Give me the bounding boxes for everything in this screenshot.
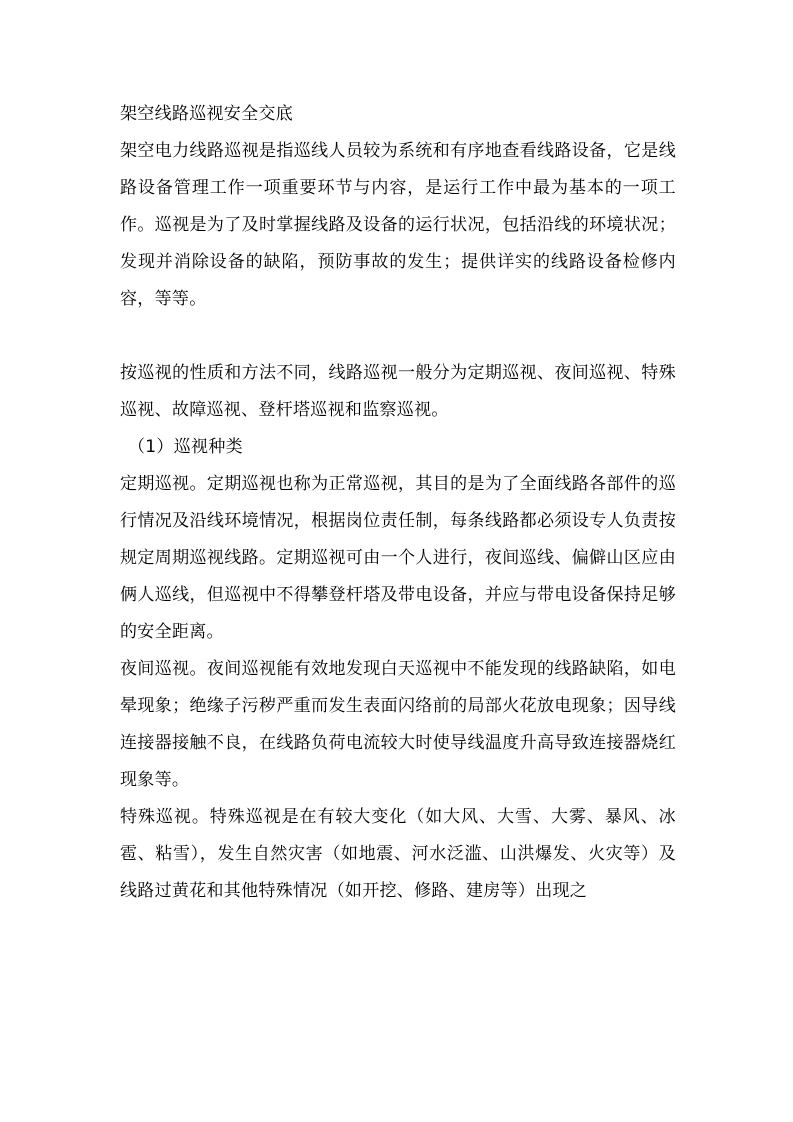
document-body <box>120 96 676 910</box>
paragraph-special-inspection: 特殊巡视。特殊巡视是在有较大变化（如大风、大雪、大雾、暴风、冰雹、粘雪），发生自然灾害（如地震、河水泛滥、山洪爆发、火灾等）及线路过黄花和其他特殊情况（如开挖、修路、建房等）出现之 <box>120 807 676 901</box>
document-title: 架空线路巡视安全交底 <box>120 104 293 124</box>
paragraph-intro: 架空电力线路巡视是指巡线人员较为系统和有序地查看线路设备，它是线路设备管理工作一项重要环节与内容，是运行工作中最为基本的一项工作。巡视是为了及时掌握线路及设备的运行状况，包括沿线的环境状况；发现并消除设备的缺陷，预防事故的发生；提供详实的线路设备检修内容，等等。 <box>120 141 676 309</box>
section-heading-inspection-types: （1）巡视种类 <box>128 437 243 457</box>
paragraph-classification: 按巡视的性质和方法不同，线路巡视一般分为定期巡视、夜间巡视、特殊巡视、故障巡视、登杆塔巡视和监察巡视。 <box>120 363 676 420</box>
paragraph-periodic-inspection: 定期巡视。定期巡视也称为正常巡视，其目的是为了全面线路各部件的巡行情况及沿线环境情况，根据岗位责任制，每条线路都必须设专人负责按规定周期巡视线路。定期巡视可由一个人进行，夜间巡线、偏僻山区应由俩人巡线，但巡视中不得攀登杆塔及带电设备，并应与带电设备保持足够的安全距离。 <box>120 474 676 642</box>
blank-line <box>120 318 676 355</box>
paragraph-night-inspection: 夜间巡视。夜间巡视能有效地发现白天巡视中不能发现的线路缺陷，如电晕现象；绝缘子污秽严重而发生表面闪络前的局部火花放电现象；因导线连接器接触不良，在线路负荷电流较大时使导线温度升高导致连接器烧红现象等。 <box>120 659 676 790</box>
